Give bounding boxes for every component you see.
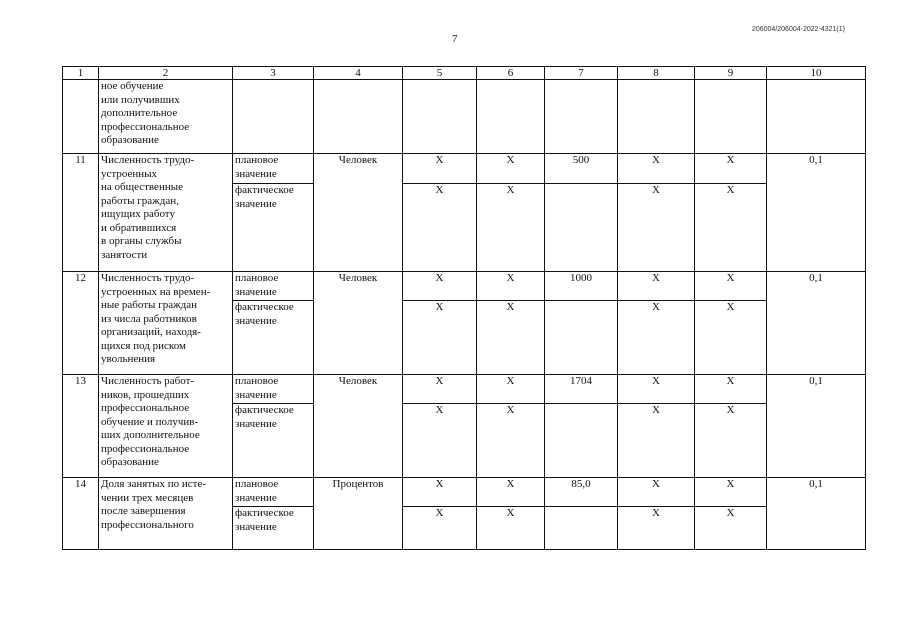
unit: Человек — [314, 375, 403, 478]
column-header: 8 — [618, 67, 695, 80]
column-header: 3 — [233, 67, 314, 80]
cell-7-fact — [545, 184, 618, 272]
cell-5-plan: X — [403, 154, 477, 184]
cell-7-fact — [545, 507, 618, 550]
table-row — [63, 478, 866, 507]
continuation-row — [63, 80, 866, 154]
table-row — [63, 154, 866, 184]
value-type-fact: фактическое значение — [233, 507, 314, 550]
indicator-description: ное обучение или получивших дополнительное профессиональное образование — [99, 80, 233, 154]
column-header: 7 — [545, 67, 618, 80]
cell — [403, 80, 477, 154]
row-number: 13 — [63, 375, 99, 478]
value-type-plan: плановое значение — [233, 375, 314, 404]
value-type-plan: плановое значение — [233, 478, 314, 507]
value-type-fact: фактическое значение — [233, 404, 314, 478]
cell-6-plan: X — [477, 375, 545, 404]
cell — [477, 80, 545, 154]
column-header: 1 — [63, 67, 99, 80]
value-type-plan: плановое значение — [233, 272, 314, 301]
cell — [767, 80, 866, 154]
cell-8-fact: X — [618, 301, 695, 375]
cell-10: 0,1 — [767, 375, 866, 478]
row-number: 12 — [63, 272, 99, 375]
cell-9-fact: X — [695, 301, 767, 375]
cell-7-plan: 1000 — [545, 272, 618, 301]
column-header: 6 — [477, 67, 545, 80]
table-row — [63, 272, 866, 301]
column-header: 2 — [99, 67, 233, 80]
cell-10: 0,1 — [767, 154, 866, 272]
document-code: 206004/206004-2022-4321(1) — [751, 26, 845, 33]
value-type-fact: фактическое значение — [233, 301, 314, 375]
cell-7-plan: 500 — [545, 154, 618, 184]
value-type-fact: фактическое значение — [233, 184, 314, 272]
column-number-row — [63, 67, 866, 80]
cell-8-fact: X — [618, 184, 695, 272]
cell-5-plan: X — [403, 375, 477, 404]
column-header: 9 — [695, 67, 767, 80]
cell-7-fact — [545, 404, 618, 478]
row-number: 11 — [63, 154, 99, 272]
row-number: 14 — [63, 478, 99, 550]
cell-7-fact — [545, 301, 618, 375]
cell-8-fact: X — [618, 507, 695, 550]
unit: Человек — [314, 272, 403, 375]
cell-5-plan: X — [403, 478, 477, 507]
indicators-table — [62, 66, 866, 550]
cell — [233, 80, 314, 154]
cell-5-fact: X — [403, 507, 477, 550]
cell — [314, 80, 403, 154]
cell-9-plan: X — [695, 478, 767, 507]
cell-6-plan: X — [477, 272, 545, 301]
cell-6-fact: X — [477, 184, 545, 272]
indicator-description: Численность трудо- устроенных на времен- ные работы граждан из числа работников организаций, находя- щихся под риском увольнения — [99, 272, 233, 375]
cell-6-fact: X — [477, 404, 545, 478]
cell-6-plan: X — [477, 478, 545, 507]
column-header: 4 — [314, 67, 403, 80]
column-header: 10 — [767, 67, 866, 80]
cell-9-fact: X — [695, 184, 767, 272]
cell-5-fact: X — [403, 301, 477, 375]
cell-9-fact: X — [695, 507, 767, 550]
cell-6-plan: X — [477, 154, 545, 184]
cell-6-fact: X — [477, 507, 545, 550]
cell-5-plan: X — [403, 272, 477, 301]
table-row — [63, 375, 866, 404]
cell-10: 0,1 — [767, 272, 866, 375]
cell — [63, 80, 99, 154]
cell — [545, 80, 618, 154]
cell-6-fact: X — [477, 301, 545, 375]
cell-8-plan: X — [618, 272, 695, 301]
cell-9-plan: X — [695, 375, 767, 404]
indicator-description: Численность трудо- устроенных на общественные работы граждан, ищущих работу и обратившихся в органы службы занятости — [99, 154, 233, 272]
indicator-description: Доля занятых по исте- чении трех месяцев после завершения профессионального — [99, 478, 233, 550]
cell-8-plan: X — [618, 154, 695, 184]
cell — [695, 80, 767, 154]
cell-5-fact: X — [403, 184, 477, 272]
cell-7-plan: 1704 — [545, 375, 618, 404]
cell-8-plan: X — [618, 375, 695, 404]
cell-8-fact: X — [618, 404, 695, 478]
cell-9-plan: X — [695, 272, 767, 301]
indicator-description: Численность работ- ников, прошедших профессиональное обучение и получив- ших дополнительное профессиональное образование — [99, 375, 233, 478]
page-number: 7 — [452, 33, 458, 45]
unit: Человек — [314, 154, 403, 272]
cell-9-plan: X — [695, 154, 767, 184]
cell-9-fact: X — [695, 404, 767, 478]
column-header: 5 — [403, 67, 477, 80]
cell-10: 0,1 — [767, 478, 866, 550]
unit: Процентов — [314, 478, 403, 550]
cell-7-plan: 85,0 — [545, 478, 618, 507]
cell-8-plan: X — [618, 478, 695, 507]
cell-5-fact: X — [403, 404, 477, 478]
value-type-plan: плановое значение — [233, 154, 314, 184]
cell — [618, 80, 695, 154]
